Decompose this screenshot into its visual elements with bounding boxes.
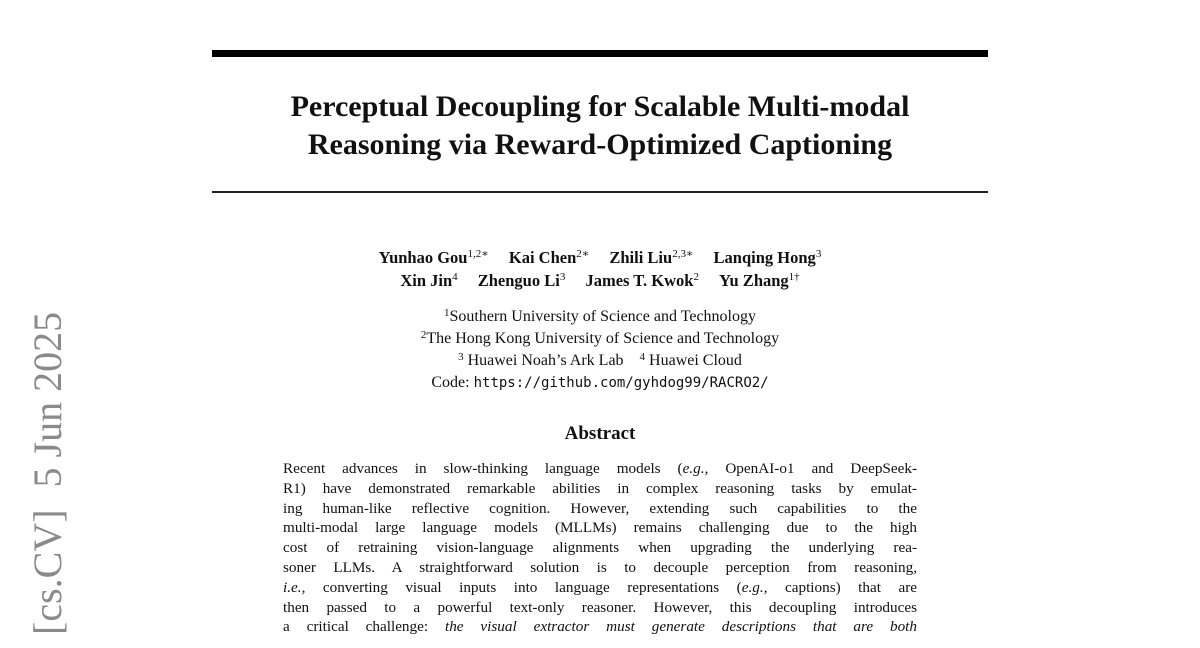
abstract-line: ing human-like reflective cognition. However, extending such capabilities to the	[283, 499, 917, 517]
abstract-line: a critical challenge: the visual extractor must generate descriptions that are both	[283, 618, 917, 636]
title-line-1: Perceptual Decoupling for Scalable Multi-modal	[290, 90, 910, 123]
author: Kai Chen$^{2∗}$	[508, 248, 590, 267]
title-top-rule	[212, 50, 988, 57]
abstract-line: i.e., converting visual inputs into language representations (e.g., captions) that are	[283, 578, 918, 596]
affiliation-4: $^4$ Huawei Cloud	[639, 351, 742, 369]
author: James T. Kwok$^2$	[585, 271, 699, 290]
author: Lanqing Hong$^3$	[713, 248, 822, 267]
code-url-link[interactable]: https://github.com/gyhdog99/RACRO2/	[473, 375, 769, 391]
affiliation-3-4	[212, 350, 988, 372]
title-bottom-rule	[212, 191, 988, 193]
abstract-line: cost of retraining vision-language alignments when upgrading the underlying rea-	[283, 539, 917, 557]
affiliation-3: $^3$ Huawei Noah’s Ark Lab	[458, 351, 624, 369]
author-list	[212, 246, 988, 292]
author: Yu Zhang$^{1\dagger}$	[719, 271, 800, 290]
title-line-2: Reasoning via Reward-Optimized Captioning	[307, 128, 893, 161]
affiliation-list	[212, 306, 988, 394]
affiliation-1: $^1$Southern University of Science and Technology	[443, 307, 756, 325]
abstract-line: multi-modal large language models (MLLMs) remains challenging due to the high	[283, 519, 917, 537]
abstract-text	[283, 459, 917, 637]
abstract-heading: Abstract	[564, 423, 636, 444]
author: Zhenguo Li$^3$	[477, 271, 566, 290]
arxiv-date: 5 Jun 2025	[25, 311, 70, 488]
author: Yunhao Gou$^{1,2∗}$	[378, 248, 489, 267]
abstract-line: Recent advances in slow-thinking language models (e.g., OpenAI-o1 and DeepSeek-	[283, 460, 918, 477]
author: Xin Jin$^4$	[400, 271, 458, 290]
author-row-1	[212, 246, 988, 269]
author: Zhili Liu$^{2,3∗}$	[609, 248, 694, 267]
author-row-2	[212, 269, 988, 292]
abstract-line: soner LLMs. A straightforward solution is to decouple perception from reasoning,	[283, 558, 917, 576]
code-label: Code:	[431, 374, 470, 391]
abstract-line: R1) have demonstrated remarkable abilities in complex reasoning tasks by emulat-	[283, 479, 917, 497]
paper-title	[212, 88, 988, 164]
arxiv-category: [cs.CV]	[25, 509, 70, 635]
abstract-line: then passed to a powerful text-only reasoner. However, this decoupling introduces	[283, 598, 917, 616]
affiliation-2: $^2$The Hong Kong University of Science and Technology	[420, 329, 780, 347]
arxiv-side-stamp	[25, 290, 70, 635]
code-link-line	[212, 372, 988, 394]
